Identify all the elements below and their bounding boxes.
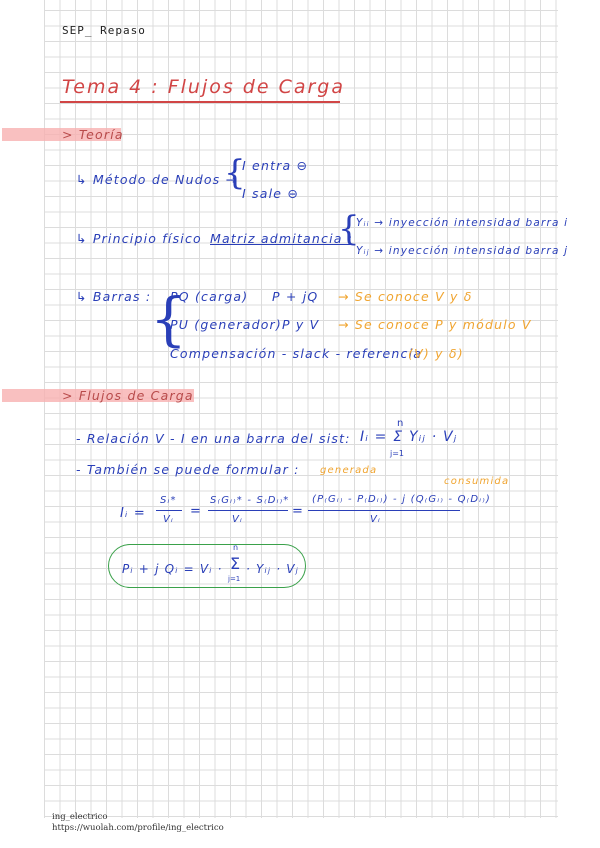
tambien-label: - También se puede formular : (76, 462, 300, 477)
footer-url[interactable]: https://wuolah.com/profile/ing_electrico (52, 823, 224, 833)
barra-slack-known: (V) y δ) (408, 346, 464, 361)
eq-lhs: Iᵢ = (120, 506, 146, 521)
annot-consumida: consumida (444, 476, 510, 487)
barra-pq-type: PQ (carga) (170, 289, 249, 304)
principio-item-yij: Yᵢⱼ → inyección intensidad barra j (356, 245, 569, 257)
matriz-admitancia-label: Matriz admitancia : (210, 231, 354, 246)
boxed-eq-lhs: Pᵢ + j Qᵢ = Vᵢ · (122, 562, 223, 576)
eq-frac1-num: Sᵢ* (160, 495, 177, 506)
boxed-eq-sigma: Σ (230, 554, 241, 573)
barra-pu-known: → Se conoce P y módulo V (338, 317, 532, 332)
barras-label: ↳ Barras : (76, 289, 152, 304)
boxed-eq-rhs: · Yᵢⱼ · Vⱼ (246, 562, 299, 576)
barra-pu-vars: P y V (282, 317, 320, 332)
annot-generada: generada (320, 465, 378, 476)
section-heading-flujos: > Flujos de Carga (62, 388, 194, 403)
barras-brace: { (150, 285, 187, 353)
section-heading-teoria: > Teoría (62, 127, 124, 142)
nodos-label: ↳ Método de Nudos → (76, 172, 238, 187)
eq-equals-1: = (190, 504, 203, 519)
boxed-eq-sum-bottom: j=1 (228, 575, 241, 583)
notebook-title: SEP_ Repaso (62, 24, 146, 37)
eq-frac2-num: S₍Gᵢ₎* - S₍Dᵢ₎* (210, 495, 290, 506)
footer-user: ing_electrico (52, 812, 108, 822)
boxed-eq-sum-top: n (233, 543, 239, 552)
principio-item-yii: Yᵢᵢ → inyección intensidad barra i (356, 217, 569, 229)
barra-pq-vars: P + jQ (272, 289, 319, 304)
eq-frac2-line (208, 510, 288, 511)
eq-frac2-den: Vᵢ (232, 514, 244, 525)
eq-frac3-line (308, 510, 460, 511)
eq-frac3-den: Vᵢ (370, 514, 382, 525)
eq-frac3-num: (P₍Gᵢ₎ - P₍Dᵢ₎) - j (Q₍Gᵢ₎ - Q₍Dᵢ₎) (312, 494, 491, 505)
barra-slack-type: Compensación - slack - referencia (170, 346, 423, 361)
barra-pu-type: PU (generador) (170, 317, 282, 332)
principio-label: ↳ Principio físico (76, 231, 202, 246)
eq-equals-2: = (292, 504, 305, 519)
relacion-sum-bottom: j=1 (390, 449, 405, 458)
right-margin (558, 0, 600, 848)
nodos-brace: { (224, 153, 246, 193)
relacion-sum-top: n (397, 418, 404, 429)
eq-frac1-den: Vᵢ (163, 514, 175, 525)
topic-title: Tema 4 : Flujos de Carga (62, 76, 346, 98)
title-underline (60, 101, 340, 103)
relacion-formula: Iᵢ = Σ Yᵢⱼ · Vⱼ (360, 429, 458, 445)
relacion-label: - Relación V - I en una barra del sist: (76, 431, 351, 446)
eq-frac1-line (156, 510, 182, 511)
principio-brace: { (338, 209, 360, 249)
barra-pq-known: → Se conoce V y δ (338, 289, 473, 304)
nodos-item-entra: I entra ⊖ (242, 158, 309, 173)
nodos-item-sale: I sale ⊖ (242, 186, 300, 201)
